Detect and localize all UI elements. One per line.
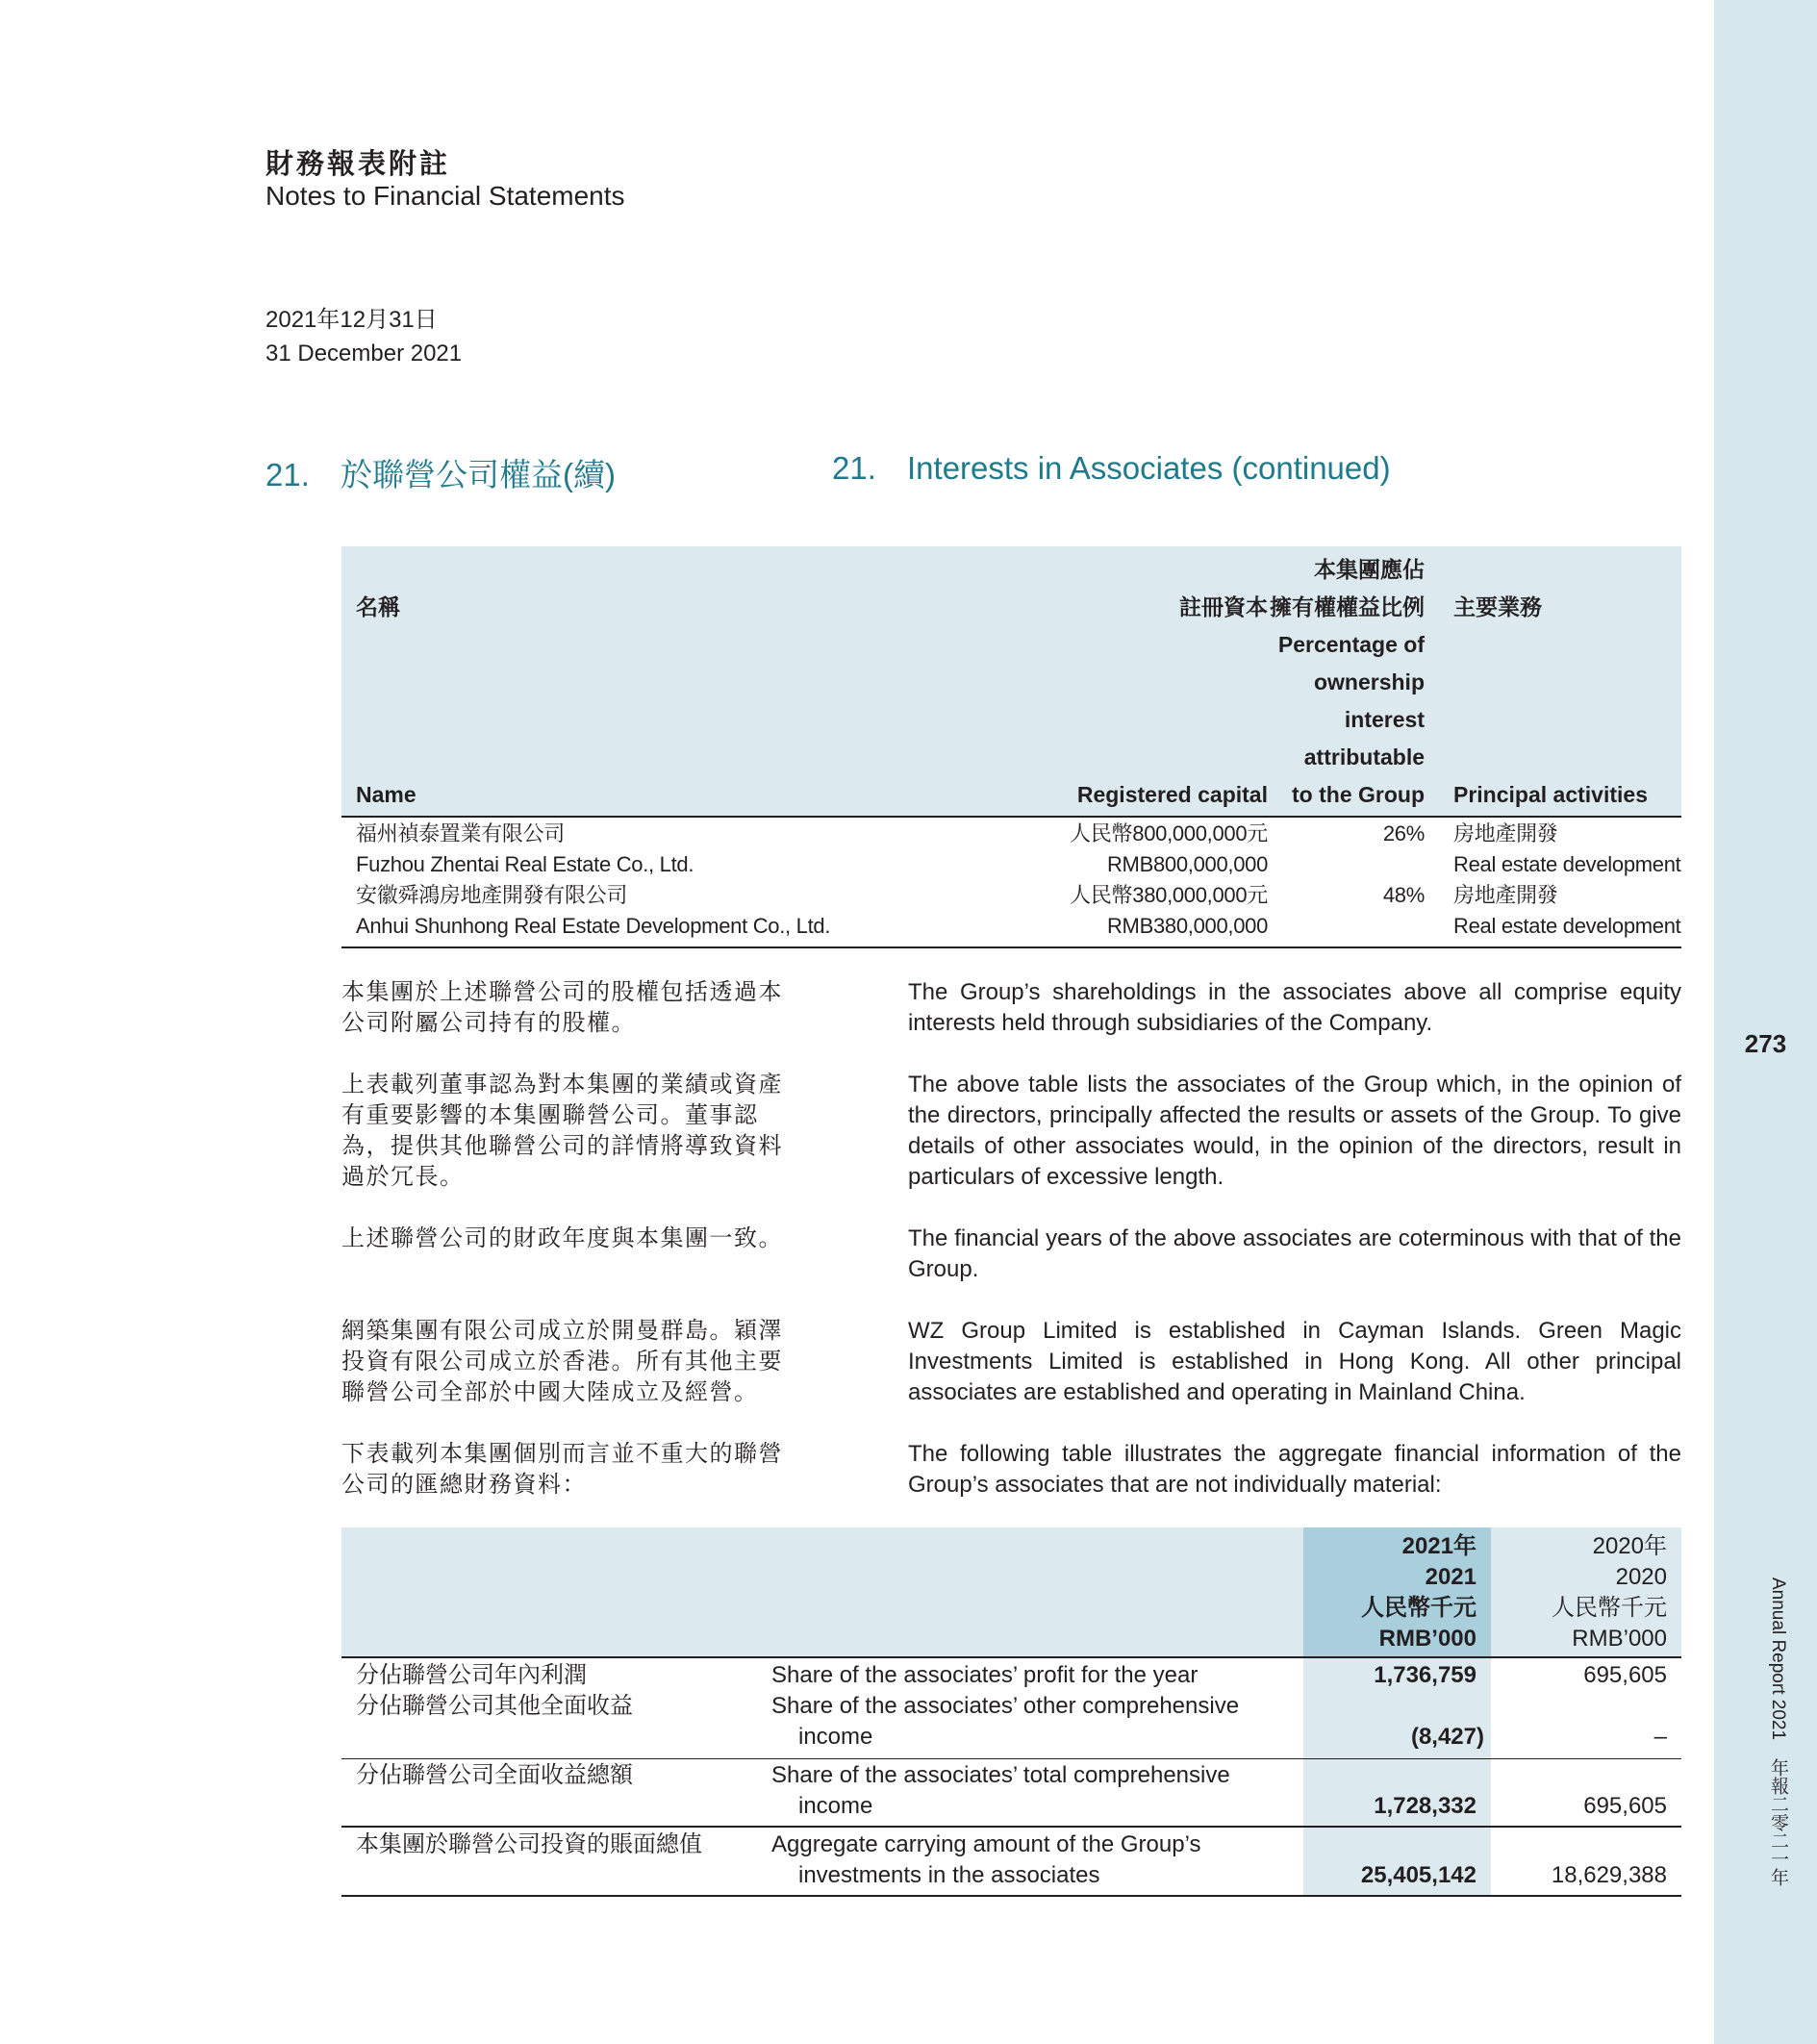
- para3-en: The financial years of the above associates are coterminous with that of the Group.: [908, 1225, 1681, 1282]
- section-number: 21.: [832, 450, 876, 486]
- para1-zh: 本集團於上述聯營公司的股權包括透過本公司附屬公司持有的股權。: [341, 979, 783, 1036]
- table-rule: [341, 1758, 1681, 1759]
- section-title-en-text: Interests in Associates (continued): [907, 450, 1391, 486]
- header-activity-en: Principal activities: [1453, 782, 1648, 807]
- header-pct-en-4: attributable: [1303, 744, 1425, 770]
- row2-label-zh: 分佔聯營公司其他全面收益: [356, 1693, 633, 1719]
- row3-label-zh: 分佔聯營公司全面收益總額: [356, 1762, 633, 1788]
- para4-zh: 網築集團有限公司成立於開曼群島。穎澤投資有限公司成立於香港。所有其他主要聯營公司全部於中國大陸成立及經營。: [341, 1318, 783, 1405]
- annual-report-footer: Annual Report 2021 年報二零二一年: [1768, 1577, 1788, 1887]
- row2-capital-zh: 人民幣380,000,000元: [1070, 883, 1268, 907]
- para2-zh: 上表載列董事認為對本集團的業績或資產有重要影響的本集團聯營公司。董事認為，提供其他聯營公司的詳情將導致資料過於冗長。: [341, 1072, 783, 1190]
- col-2021-unit-zh: 人民幣千元: [1361, 1595, 1476, 1621]
- col-2021-year: 2021: [1425, 1564, 1476, 1590]
- col-2020-year: 2020: [1615, 1564, 1667, 1590]
- section-title-zh: [265, 450, 616, 495]
- row1-activity-en: Real estate development: [1453, 852, 1681, 876]
- header-pct-en-2: ownership: [1313, 669, 1425, 694]
- row1-capital-zh: 人民幣800,000,000元: [1070, 821, 1268, 845]
- header-title-en: Notes to Financial Statements: [265, 181, 625, 211]
- row4-value-2021: 25,405,142: [1360, 1862, 1476, 1888]
- para4-en: WZ Group Limited is established in Cayman Islands. Green Magic Investments Limited is established in Hong Kong. All other principal associates are established and operating in Mainland China.: [908, 1318, 1681, 1405]
- row4-value-2020: 18,629,388: [1551, 1862, 1667, 1888]
- col-2021-unit-en: RMB’000: [1378, 1626, 1476, 1652]
- header-capital-zh: 註冊資本: [1179, 594, 1268, 619]
- table-rule: [341, 1656, 1681, 1658]
- associates-table-body: [341, 818, 1681, 948]
- row1-label-zh: 分佔聯營公司年內利潤: [356, 1662, 587, 1688]
- row3-label-en-1: Share of the associates’ total comprehensive: [771, 1762, 1230, 1788]
- header-name-en: Name: [356, 782, 416, 807]
- section-title-zh-text: 於聯營公司權益(續): [341, 457, 616, 492]
- row1-name-en: Fuzhou Zhentai Real Estate Co., Ltd.: [356, 852, 694, 876]
- header-pct-zh-1: 本集團應佔: [1314, 557, 1425, 582]
- col-2021-year-zh: 2021年: [1401, 1533, 1476, 1559]
- row3-value-2021: 1,728,332: [1374, 1793, 1476, 1819]
- para2-en: The above table lists the associates of the Group which, in the opinion of the directors, principally affected the results or assets of the Group. To give details of other associates would, in the opinion of the directors, result in particulars of excessive length.: [908, 1072, 1681, 1190]
- table-rule: [341, 1895, 1681, 1897]
- section-number: 21.: [265, 457, 310, 492]
- row1-value-2021: 1,736,759: [1374, 1662, 1476, 1688]
- row2-name-zh: 安徽舜鴻房地產開發有限公司: [356, 883, 628, 907]
- row2-activity-en: Real estate development: [1453, 914, 1681, 938]
- row1-value-2020: 695,605: [1583, 1662, 1667, 1688]
- row1-capital-en: RMB800,000,000: [1106, 852, 1268, 876]
- col-2020-unit-zh: 人民幣千元: [1552, 1595, 1667, 1621]
- row2-label-en-1: Share of the associates’ other comprehensive: [771, 1693, 1240, 1719]
- row4-label-en-1: Aggregate carrying amount of the Group’s: [771, 1831, 1201, 1857]
- header-title-zh: 財務報表附註: [265, 147, 451, 180]
- row1-name-zh: 福州禎泰置業有限公司: [356, 821, 566, 845]
- row2-label-en-2: income: [798, 1724, 873, 1750]
- header-pct-en-1: Percentage of: [1277, 632, 1425, 657]
- page-number: 273: [1744, 1029, 1787, 1058]
- row2-name-en: Anhui Shunhong Real Estate Development Co., Ltd.: [356, 914, 831, 938]
- header-name-zh: 名稱: [356, 594, 400, 619]
- header-pct-en-3: interest: [1344, 707, 1425, 732]
- header-capital-en: Registered capital: [1076, 782, 1268, 807]
- row1-label-en: Share of the associates’ profit for the year: [771, 1662, 1199, 1688]
- row3-label-en-2: income: [798, 1793, 873, 1819]
- header-activity-zh: 主要業務: [1453, 594, 1542, 619]
- row2-activity-zh: 房地產開發: [1453, 883, 1558, 907]
- row2-value-2021: (8,427): [1410, 1724, 1484, 1750]
- row3-value-2020: 695,605: [1583, 1793, 1667, 1819]
- row2-value-2020: –: [1653, 1724, 1667, 1750]
- row4-label-zh: 本集團於聯營公司投資的賬面總值: [356, 1831, 702, 1857]
- para1-en: The Group’s shareholdings in the associates above all comprise equity interests held through subsidiaries of the Company.: [908, 979, 1681, 1036]
- para5-en: The following table illustrates the aggregate financial information of the Group’s associates that are not individually material:: [908, 1441, 1681, 1498]
- para5-zh: 下表載列本集團個別而言並不重大的聯營公司的匯總財務資料：: [341, 1441, 783, 1498]
- date-zh: 2021年12月31日: [265, 307, 438, 333]
- row1-activity-zh: 房地產開發: [1453, 821, 1558, 845]
- row2-pct: 48%: [1382, 883, 1425, 907]
- col-2020-unit-en: RMB’000: [1572, 1626, 1667, 1652]
- col-2020-year-zh: 2020年: [1592, 1533, 1667, 1559]
- date-en: 31 December 2021: [265, 341, 463, 366]
- header-pct-zh-2: 擁有權權益比例: [1270, 594, 1425, 619]
- row4-label-en-2: investments in the associates: [798, 1862, 1100, 1888]
- header-pct-en-5: to the Group: [1292, 782, 1425, 807]
- section-title-en: [832, 450, 1391, 487]
- row2-capital-en: RMB380,000,000: [1106, 914, 1268, 938]
- table-rule: [341, 1826, 1681, 1828]
- row1-pct: 26%: [1382, 821, 1425, 845]
- financial-table: [341, 1527, 1681, 1897]
- associates-table: [341, 546, 1681, 948]
- para3-zh: 上述聯營公司的財政年度與本集團一致。: [341, 1225, 783, 1251]
- associates-table-header: [341, 546, 1681, 818]
